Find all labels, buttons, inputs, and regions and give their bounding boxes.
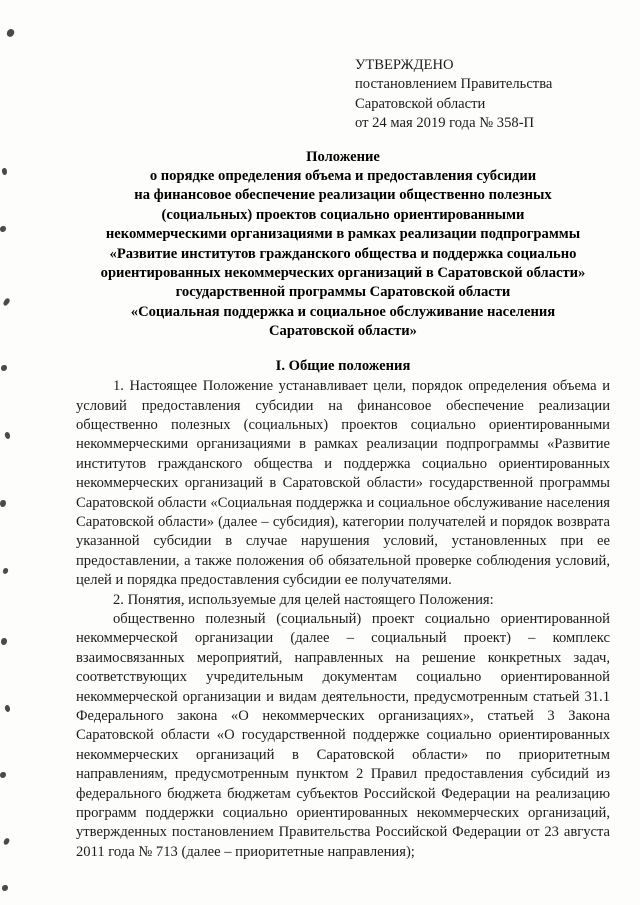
scan-artifact xyxy=(1,365,7,371)
title-line: Положение xyxy=(306,148,380,165)
document-title xyxy=(76,148,610,342)
paragraph-1: 1. Настоящее Положение устанавливает цели, порядок определения объема и условий предоставления субсидии на финансовое обеспечение реализации общественно полезных (социальных) проектов социально ориентированными некоммерческими организациями в рамках реализации подпрограммы «Развитие институтов гражданского общества и поддержка социально ориентированных некоммерческих организаций в Саратовской области» государственной программы Саратовской области «Социальная поддержка и социальное обслуживание населения Саратовской области» (далее – субсидия), категории получателей и порядок возврата указанной субсидии в случае нарушения условий, установленных при ее предоставлении, а также положения об обязательной проверке соблюдения условий, целей и порядка предоставления субсидии ее получателями. xyxy=(76,378,610,589)
title-line: «Развитие институтов гражданского общества и поддержка социально xyxy=(109,245,577,262)
paragraph-2: 2. Понятия, используемые для целей настоящего Положения: xyxy=(113,591,494,608)
title-line: (социальных) проектов социально ориентированными xyxy=(161,206,525,223)
scan-artifact xyxy=(6,28,15,38)
approval-block xyxy=(355,56,610,134)
scan-artifact xyxy=(4,431,11,439)
scan-artifact xyxy=(1,638,7,645)
scan-artifact xyxy=(2,885,8,891)
approval-line: от 24 мая 2019 года № 358-П xyxy=(355,115,535,132)
title-line: ориентированных некоммерческих организаций в Саратовской области» xyxy=(100,265,586,282)
scan-artifact xyxy=(1,167,8,175)
title-line: Саратовской области» xyxy=(269,323,417,340)
title-line: некоммерческими организациями в рамках реализации подпрограммы xyxy=(105,226,581,243)
scan-artifact xyxy=(2,567,8,574)
title-line: о порядке определения объема и предоставления субсидии xyxy=(149,168,537,185)
approval-line: Саратовской области xyxy=(355,95,486,112)
section-heading: I. Общие положения xyxy=(275,357,411,374)
title-line: на финансовое обеспечение реализации общественно полезных xyxy=(134,187,552,204)
scan-artifact xyxy=(2,297,10,306)
approval-line: постановлением Правительства xyxy=(355,76,553,93)
paragraph-3: общественно полезный (социальный) проект социально ориентированной некоммерческой организации (далее – социальный проект) – комплекс взаимосвязанных мероприятий, направленных на решение конкретных задач, соответствующих учредительным документам социально ориентированной некоммерческой организации и видам деятельности, предусмотренным статьей 31.1 Федерального закона «О некоммерческих организациях», статьей 3 Закона Саратовской области «О государственной поддержке социально ориентированных некоммерческих организаций в Саратовской области» по приоритетным направлениям, предусмотренным пунктом 2 Правил предоставления субсидий из федерального бюджета бюджетам субъектов Российской Федерации на реализацию программ поддержки социально ориентированных некоммерческих организаций, утвержденных постановлением Правительства Российской Федерации от 23 августа 2011 года № 713 (далее – приоритетные направления); xyxy=(76,610,610,860)
scan-artifact xyxy=(0,500,6,507)
title-line: государственной программы Саратовской области xyxy=(175,284,511,301)
scan-artifact xyxy=(0,226,6,232)
title-line: «Социальная поддержка и социальное обслуживание населения xyxy=(130,303,556,320)
scan-artifact xyxy=(0,772,6,778)
scan-artifact xyxy=(3,837,10,845)
approval-line: УТВЕРЖДЕНО xyxy=(355,57,454,73)
scan-artifact xyxy=(4,704,11,712)
